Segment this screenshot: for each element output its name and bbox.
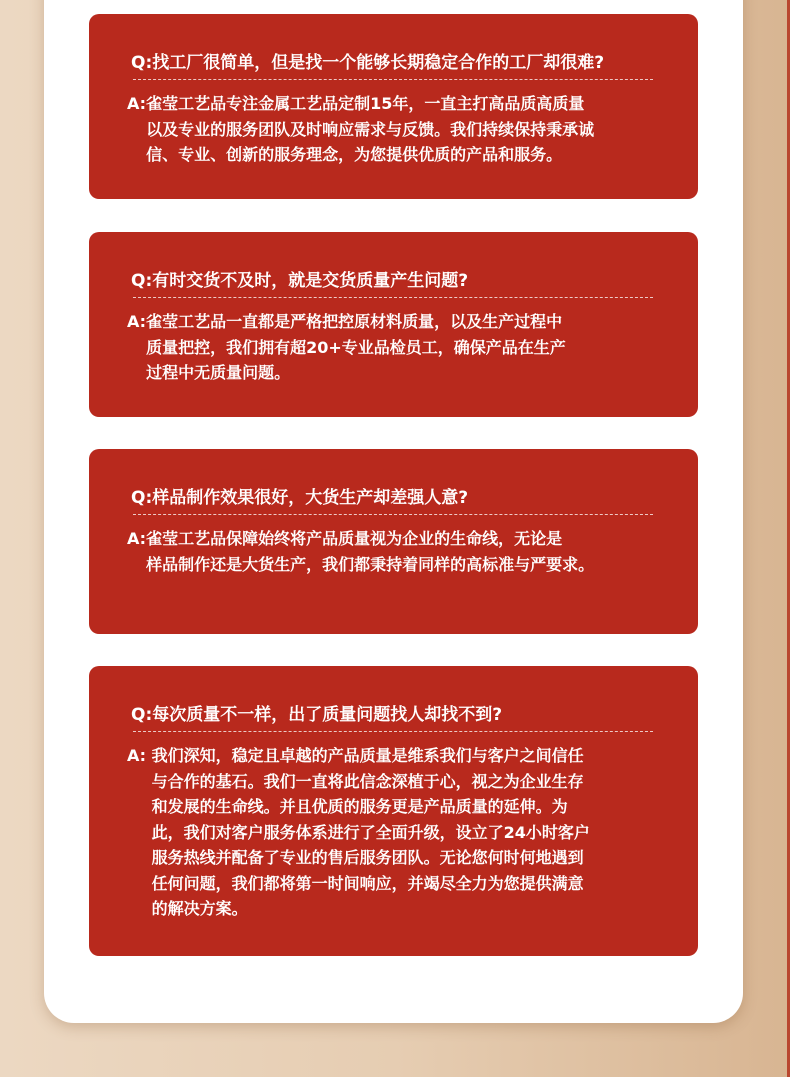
answer-line: 过程中无质量问题。 [146,363,291,382]
answer-line: 信、专业、创新的服务理念，为您提供优质的产品和服务。 [146,145,563,164]
answer-line: 我们深知，稳定且卓越的产品质量是维系我们与客户之间信任 [151,746,584,765]
faq-answer [127,743,657,922]
question-text: 样品制作效果很好，大货生产却差强人意? [152,488,469,508]
answer-line: 雀莹工艺品一直都是严格把控原材料质量，以及生产过程中 [146,312,563,331]
faq-question [131,48,604,73]
dashed-divider [133,731,653,732]
dashed-divider [133,79,653,80]
question-text: 有时交货不及时，就是交货质量产生问题? [152,271,469,291]
answer-line: 雀莹工艺品专注金属工艺品定制15年，一直主打高品质高质量 [146,94,585,113]
faq-question [131,266,468,291]
answer-prefix: A: [127,529,147,548]
answer-line: 服务热线并配备了专业的售后服务团队。无论您何时何地遇到 [151,848,584,867]
faq-card-3 [89,449,698,634]
answer-line: 的解决方案。 [151,899,248,918]
question-text: 每次质量不一样，出了质量问题找人却找不到? [152,705,503,725]
faq-card-1 [89,14,698,199]
question-prefix: Q: [131,488,153,508]
answer-line: 质量把控，我们拥有超20+专业品检员工，确保产品在生产 [146,337,566,357]
question-prefix: Q: [131,705,153,725]
answer-line: 雀莹工艺品保障始终将产品质量视为企业的生命线，无论是 [146,529,563,548]
faq-question [131,700,502,725]
faq-answer [127,526,657,577]
answer-prefix: A: [127,312,147,331]
faq-card-2 [89,232,698,417]
dashed-divider [133,514,653,515]
answer-line: 样品制作还是大货生产，我们都秉持着同样的高标准与严要求。 [146,554,595,574]
answer-line: 以及专业的服务团队及时响应需求与反馈。我们持续保持秉承诚 [146,119,595,139]
answer-line: 和发展的生命线。并且优质的服务更是产品质量的延伸。为 [151,797,568,816]
faq-answer [127,91,657,168]
question-prefix: Q: [131,271,153,291]
question-prefix: Q: [131,53,153,73]
answer-line: 任何问题，我们都将第一时间响应，并竭尽全力为您提供满意 [151,873,584,893]
answer-line: 此，我们对客户服务体系进行了全面升级，设立了24小时客户 [151,822,590,842]
faq-card-4 [89,666,698,956]
answer-prefix: A: [127,746,152,765]
faq-question [131,483,468,508]
dashed-divider [133,297,653,298]
question-text: 找工厂很简单，但是找一个能够长期稳定合作的工厂却很难? [152,53,605,73]
answer-line: 与合作的基石。我们一直将此信念深植于心，视之为企业生存 [151,771,584,791]
faq-answer [127,309,657,386]
answer-prefix: A: [127,94,147,113]
